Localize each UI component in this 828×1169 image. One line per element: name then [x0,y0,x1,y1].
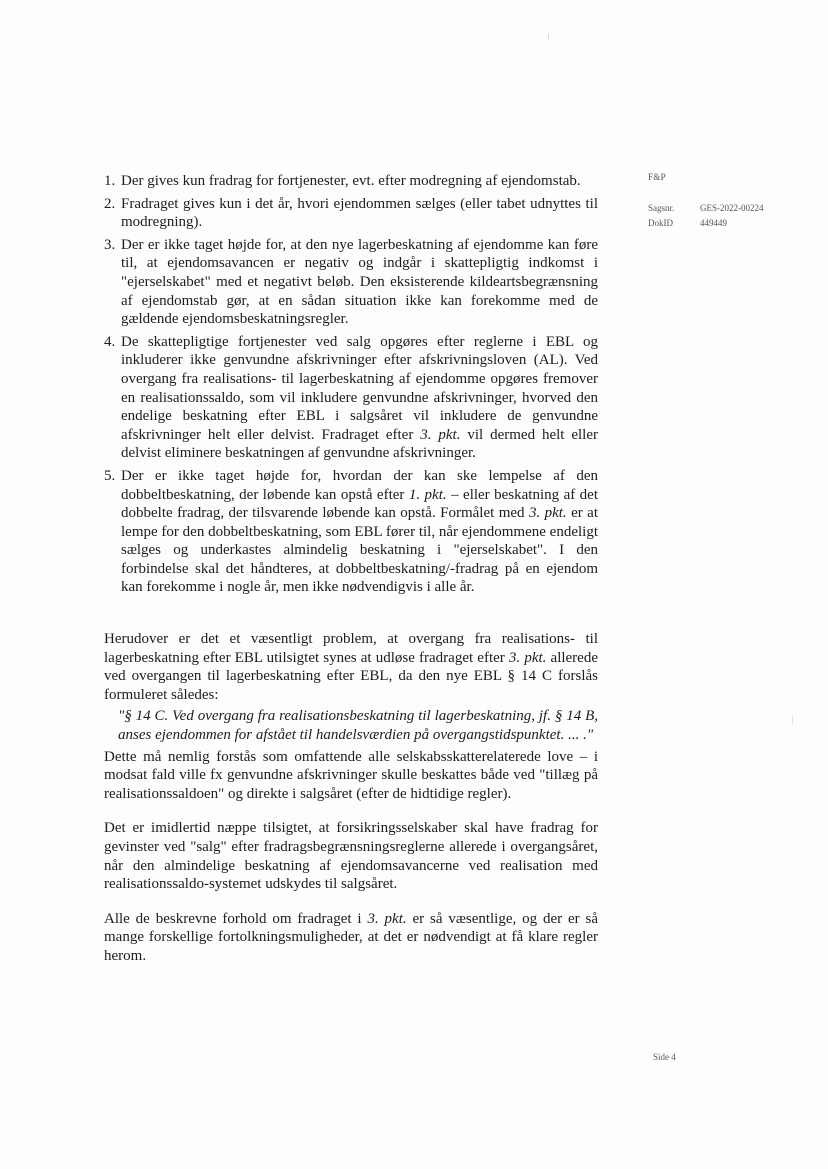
case-number-row [648,201,808,216]
list-item-text: De skattepligtige fortjenester ved salg opgøres efter reglerne i EBL og inkluderer ikke genvundne afskrivninger efter afskrivningsloven (AL). Ved overgang fra realisations- til lagerbeskatning af ejendomme opgøres fremover en realisationssaldo, som vil inkludere genvundne afskrivninger, hvorved den endelige beskatning efter EBL i salgsåret vil inkludere de genvundne afskrivninger helt eller delvist. Fradraget efter [121,333,598,443]
org-abbreviation: F&P [648,172,666,182]
list-item-number: 4. [104,333,116,350]
document-metadata [648,172,808,231]
list-item-text: Der er ikke taget højde for, hvordan der kan ske lempelse af den dobbeltbeskatning, der løbende kan opstå efter [121,467,598,503]
law-quote: "§ 14 C. Ved overgang fra realisationsbeskatning til lagerbeskatning, jf. § 14 B, anses ejendommen for afstået til handelsværdien på overgangstidspunktet. ... ." [118,708,598,744]
list-item [104,195,598,232]
reference-emphasis: 3. pkt. [528,505,567,522]
list-item [104,172,598,191]
scan-mark [792,716,793,724]
paragraph-text: Alle de beskrevne forhold om fradraget i [104,910,368,927]
scan-mark [548,34,549,40]
paragraph [104,630,598,704]
paragraph-text: allerede ved overgangen til lagerbeskatning efter EBL, da den nye EBL § 14 C forslås formuleret således: [104,649,598,703]
paragraph [104,910,598,966]
list-item-text: Der gives kun fradrag for fortjenester, evt. efter modregning af ejendomstab. [121,173,581,189]
doc-id-value: 449449 [700,218,727,228]
list-item-number: 1. [104,173,116,189]
list-item [104,236,598,329]
list-item [104,467,598,597]
document-body [104,172,598,966]
reference-emphasis: 3. pkt. [420,426,461,443]
list-item-text: – eller beskatning af det dobbelte fradrag, der tilsvarende løbende kan opstå. Formålet med [121,486,598,522]
paragraph: Det er imidlertid næppe tilsigtet, at forsikringsselskaber skal have fradrag for gevinster ved "salg" efter fradragsbegrænsningsreglerne allerede i overgangsåret, når den almindelige beskatning af ejendomsavancerne ved realisation med realisationssaldo-systemet udskydes til salgsåret. [104,820,598,893]
list-item-number: 2. [104,195,116,212]
list-item-number: 5. [104,467,116,484]
paragraph: Dette må nemlig forstås som omfattende alle selskabsskatterelaterede love – i modsat fald ville fx genvundne afskrivninger skulle beskattes både ved "tillæg på realisationssaldoen" og direkte i salgsåret (efter de hidtidige regler). [104,748,598,802]
list-item-text: Der er ikke taget højde for, at den nye lagerbeskatning af ejendomme kan føre til, at ejendomsavancen er negativ og indgår i skattepligtig indkomst i "ejerselskabet" med et negativt beløb. Den eksisterende kildeartsbegrænsning af ejendomstab gør, at en sådan situation ikke kan forekomme med de gældende ejendomsbeskatningsregler. [121,236,598,328]
list-item-text: vil dermed helt eller delvist eliminere beskatningen af genvundne afskrivninger. [121,426,599,462]
doc-id-label: DokID [648,218,673,228]
list-item [104,333,598,463]
reference-emphasis: 3. pkt. [367,910,407,927]
list-item-text: er at lempe for den dobbeltbeskatning, som EBL fører til, når ejendommene endeligt sælges og underkastes almindelig beskatning i "ejerselskabet". I den forbindelse skal det håndteres, at dobbeltbeskatning/-fradrag på en ejendom kan forekomme i nogle år, men ikke nødvendigvis i alle år. [121,505,598,596]
paragraph-text: er så væsentlige, og der er så mange forskellige fortolkningsmuligheder, at det er nødvendigt at få klare regler herom. [104,910,598,964]
list-item-number: 3. [104,236,116,253]
reference-emphasis: 3. pkt. [508,649,547,666]
page-number: Side 4 [653,1052,676,1062]
reference-emphasis: 1. pkt. [408,486,447,503]
paragraph-text: Herudover er det et væsentligt problem, at overgang fra realisations- til lagerbeskatning efter EBL utilsigtet synes at udløse fradraget efter [104,631,598,666]
case-number-value: GES-2022-00224 [700,203,764,213]
numbered-list [104,172,598,597]
doc-id-row [648,216,808,231]
case-number-label: Sagsnr. [648,203,675,213]
list-item-text: Fradraget gives kun i det år, hvori ejendommen sælges (eller tabet udnyttes til modregning). [121,195,598,231]
